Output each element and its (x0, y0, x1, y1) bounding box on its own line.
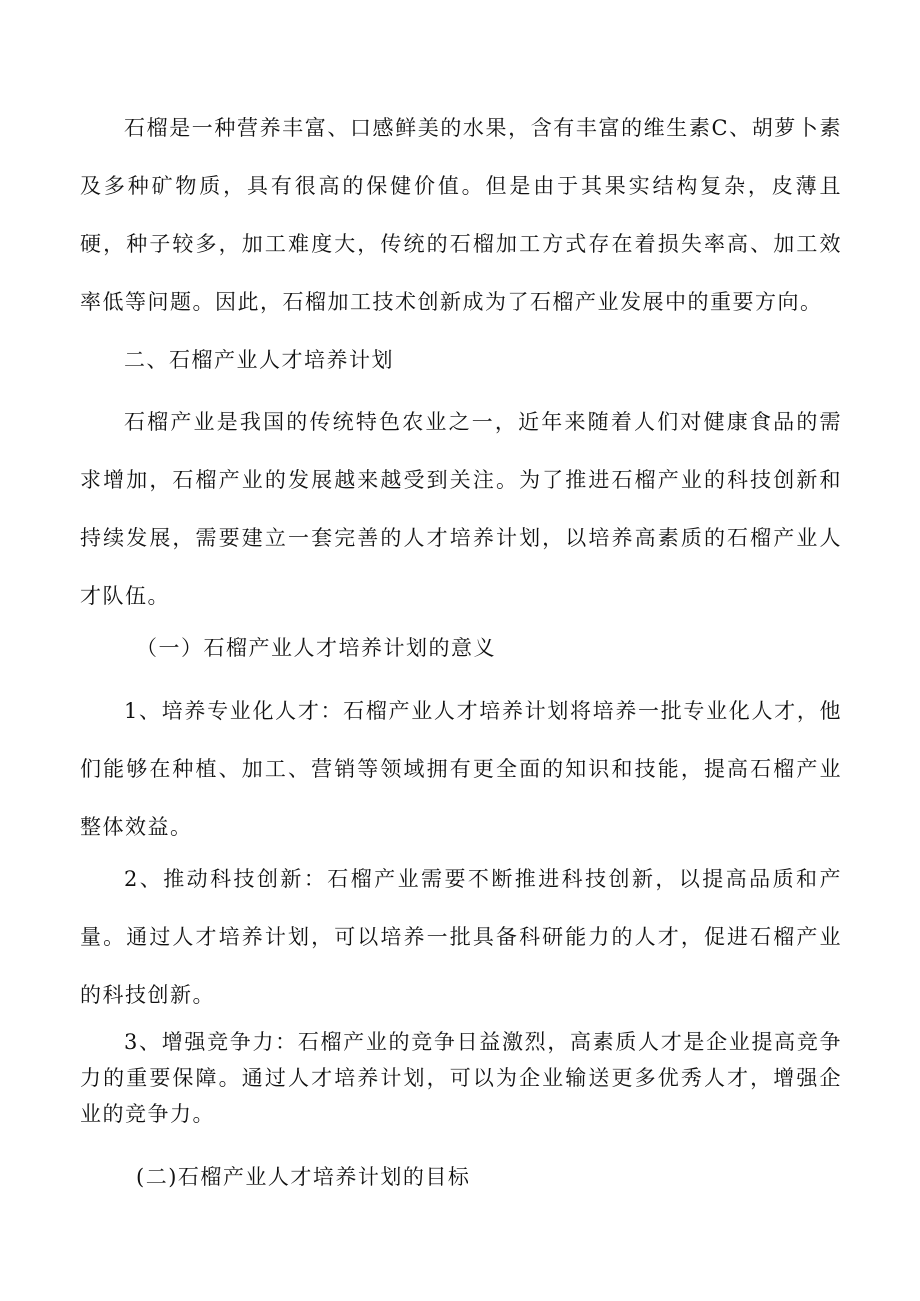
section-heading: 二、石榴产业人才培养计划 (124, 348, 394, 372)
subsection-1-heading: （一）石榴产业人才培养计划的意义 (136, 636, 496, 660)
list-item-1: 1、培养专业化人才：石榴产业人才培养计划将培养一批专业化人才，他们能够在种植、加工、营销等领域拥有更全面的知识和技能，提高石榴产业整体效益。 (80, 699, 842, 839)
section-paragraph: 石榴产业是我国的传统特色农业之一，近年来随着人们对健康食品的需求增加，石榴产业的发展越来越受到关注。为了推进石榴产业的科技创新和持续发展，需要建立一套完善的人才培养计划，以培养高素质的石榴产业人才队伍。 (80, 410, 842, 608)
list-item-2: 2、推动科技创新：石榴产业需要不断推进科技创新，以提高品质和产量。通过人才培养计划，可以培养一批具备科研能力的人才，促进石榴产业的科技创新。 (80, 867, 842, 1007)
subsection-2-heading: (二)石榴产业人才培养计划的目标 (136, 1165, 471, 1189)
intro-paragraph: 石榴是一种营养丰富、口感鲜美的水果，含有丰富的维生素C、胡萝卜素及多种矿物质，具有很高的保健价值。但是由于其果实结构复杂，皮薄且硬，种子较多，加工难度大，传统的石榴加工方式存在着损失率高、加工效率低等问题。因此，石榴加工技术创新成为了石榴产业发展中的重要方向。 (80, 116, 842, 314)
list-item-3: 3、增强竞争力：石榴产业的竞争日益激烈，高素质人才是企业提高竞争力的重要保障。通过人才培养计划，可以为企业输送更多优秀人才，增强企业的竞争力。 (80, 1030, 842, 1126)
